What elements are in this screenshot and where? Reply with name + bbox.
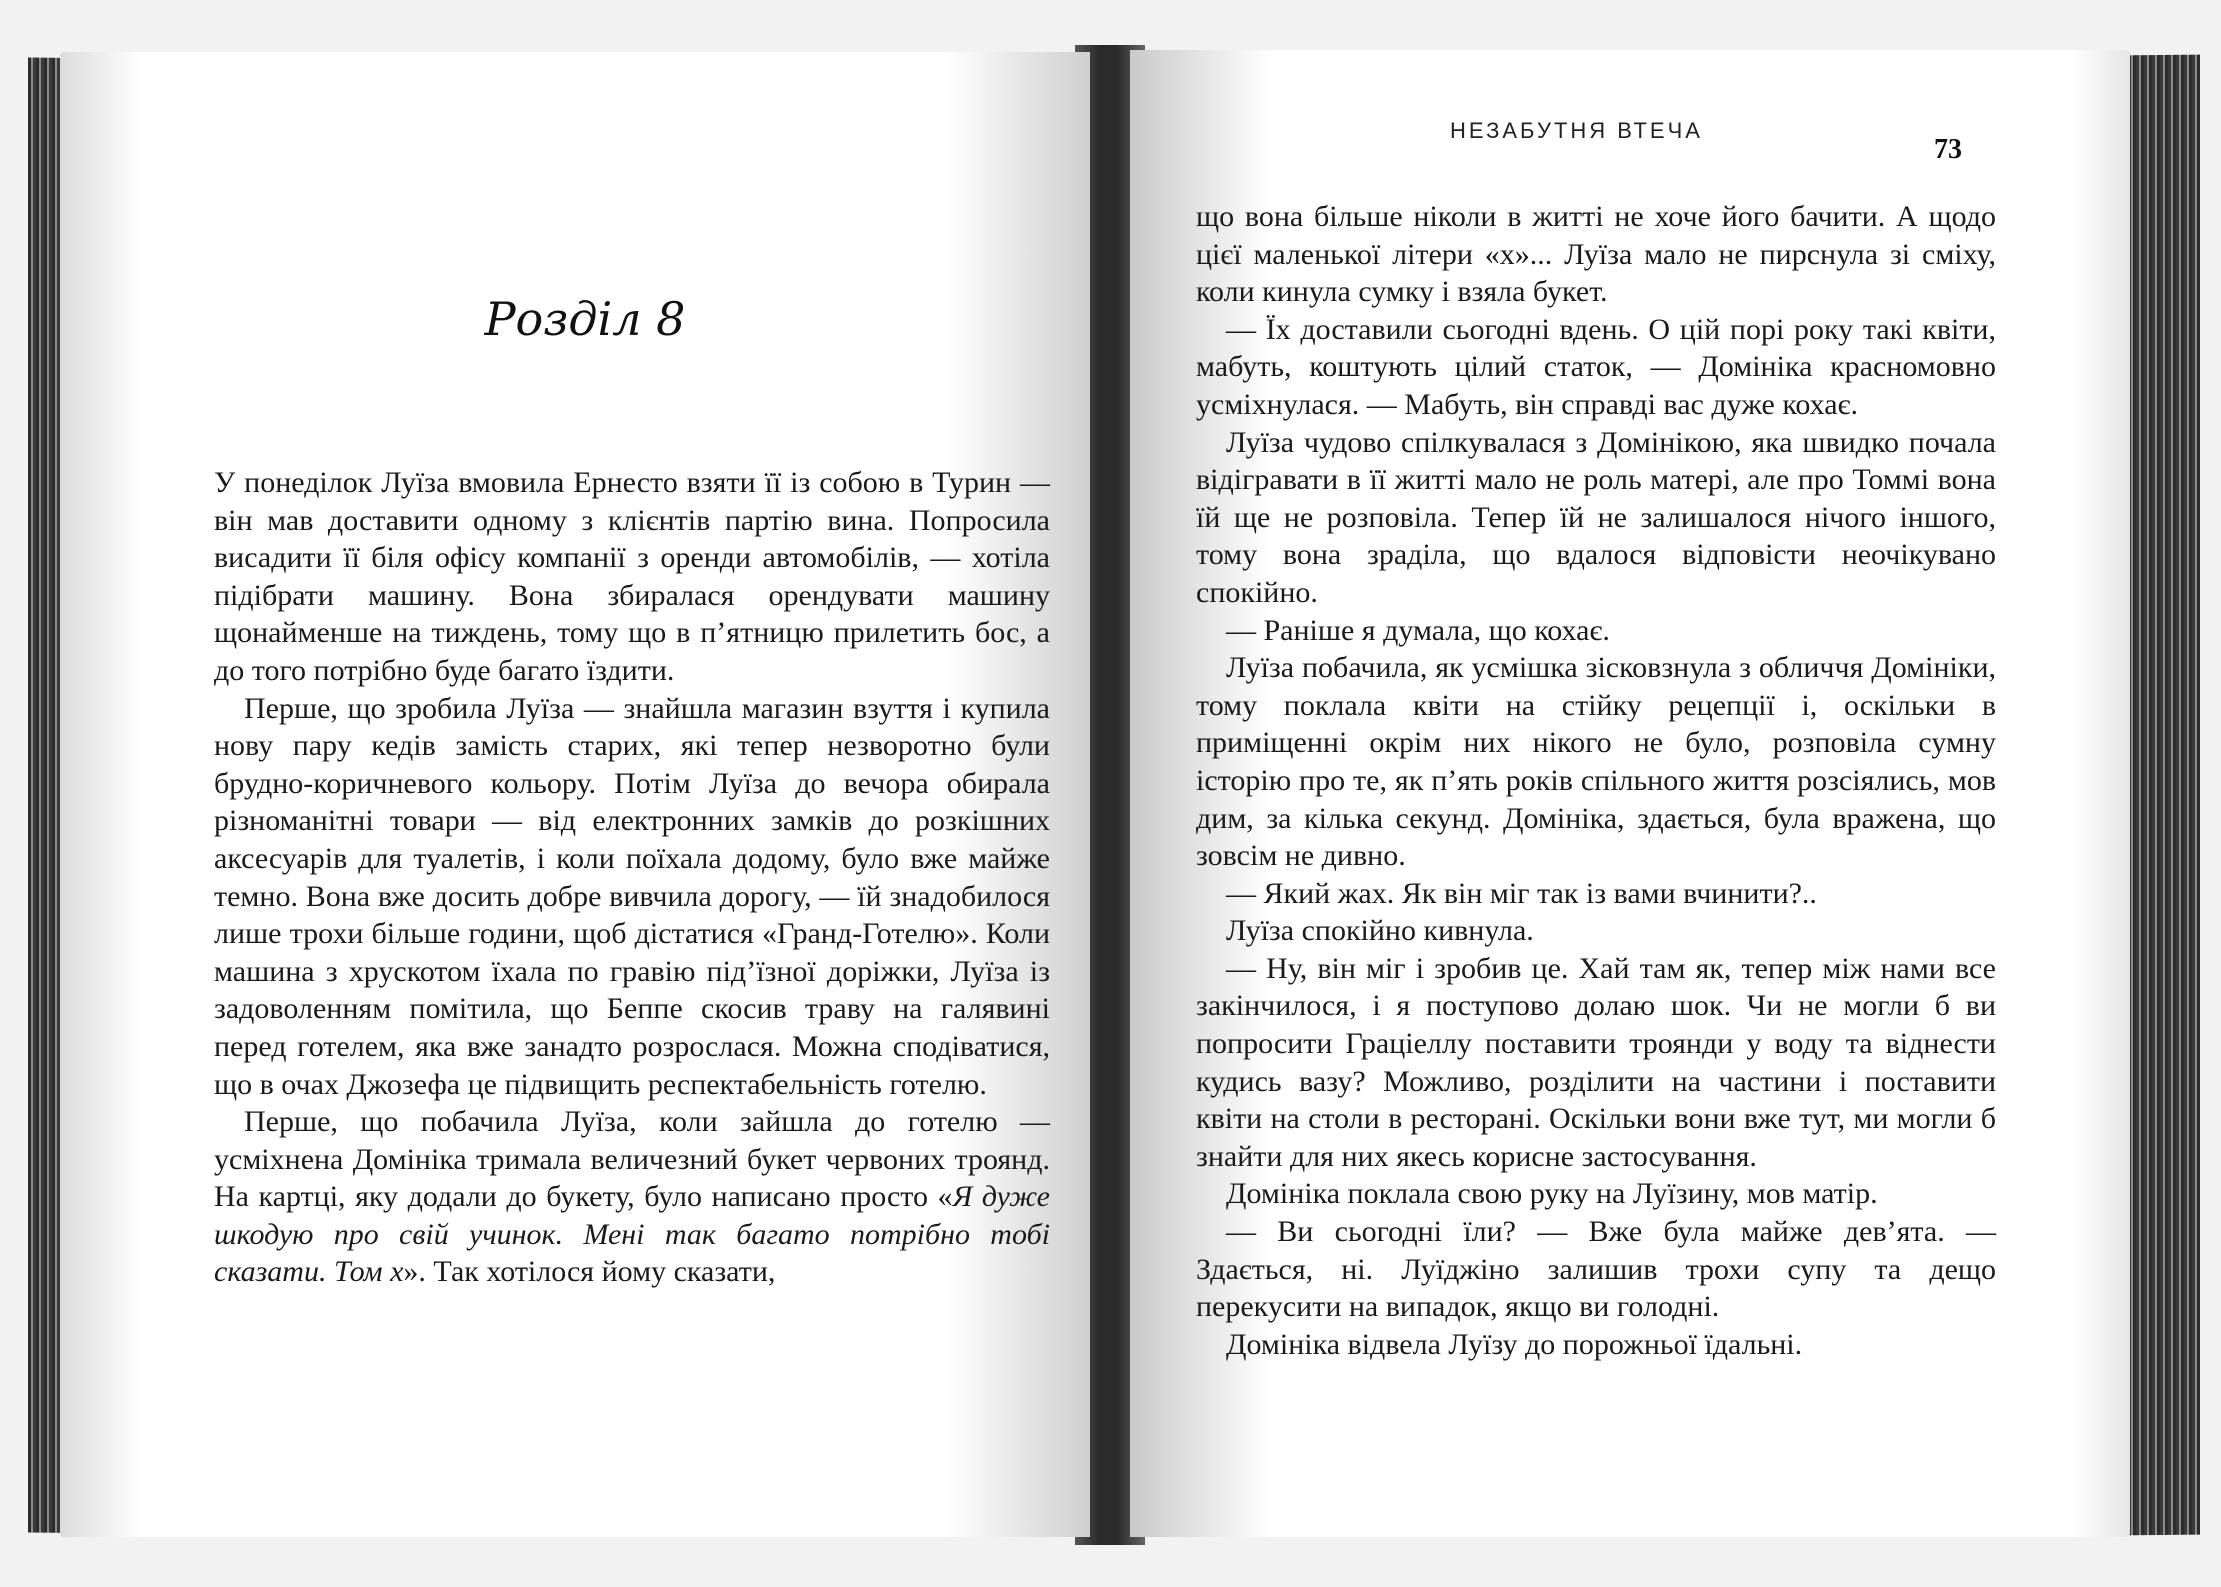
right-page-text <box>1196 198 1996 1363</box>
paragraph: — Їх доставили сьогодні вдень. О цій порі року такі квіти, мабуть, коштують цілий статок, — Домініка красномовно усміхнулася. — Мабуть, він справді вас дуже кохає. <box>1196 312 1996 421</box>
page-number: 73 <box>1934 134 1962 165</box>
chapter-title: Розділ 8 <box>484 292 686 346</box>
paragraph: Луїза чудово спілкувалася з Домінікою, яка швидко почала відігравати в її житті мало не роль матері, але про Томмі вона їй ще не розповіла. Тепер їй не залишалося нічого іншого, тому вона зраділа, що вдалося відповісти неочікувано спокійно. <box>1196 425 1996 609</box>
left-page-text <box>214 464 1050 1291</box>
paragraph: Домініка поклала свою руку на Луїзину, мов матір. <box>1226 1177 1878 1211</box>
paragraph <box>214 1103 1050 1291</box>
right-page-stack <box>2120 55 2200 1536</box>
paragraph: Домініка відвела Луїзу до порожньої їдальні. <box>1226 1327 1803 1361</box>
paragraph: — Який жах. Як він міг так із вами вчинити?.. <box>1226 876 1817 910</box>
paragraph: Луїза побачила, як усмішка зісковзнула з обличчя Домініки, тому поклала квіти на стійку рецепції і, оскільки в приміщенні окрім них нікого не було, розповіла сумну історію про те, як п’ять років спільного життя розсіялись, мов дим, за кілька секунд. Домініка, здається, була вражена, що зовсім не дивно. <box>1196 651 1996 873</box>
left-page <box>60 52 1090 1537</box>
paragraph: У понеділок Луїза вмовила Ернесто взяти її із собою в Турин — він мав доставити одному з клієнтів партію вина. Попросила висадити її біля офісу компанії з оренди автомобілів, — хотіла підібрати машину. Вона збиралася орендувати машину щонайменше на тиждень, тому що в п’ятницю прилетить бос, а до того потрібно буде багато їздити. <box>214 466 1050 687</box>
paragraph: Перше, що зробила Луїза — знайшла магазин взуття і купила нову пару кедів замість старих, які тепер незворотно були брудно-коричневого кольору. Потім Луїза до вечора обирала різноманітні товари — від електронних замків до розкішних аксесуарів для туалетів, і коли поїхала додому, було вже майже темно. Вона вже досить добре вивчила дорогу, — їй знадобилося лише трохи більше години, щоб дістатися «Гранд-Готелю». Коли машина з хрускотом їхала по гравію під’їзної доріжки, Луїза із задоволенням помітила, що Беппе скосив траву на галявині перед готелем, яка вже занадто розрослася. Можна сподіватися, що в очах Джозефа це підвищить респектабельність готелю. <box>214 691 1050 1101</box>
paragraph: — Ну, він міг і зробив це. Хай там як, тепер між нами все закінчилося, і я поступово долаю шок. Чи не могли б ви попросити Граціеллу поставити троянди у воду та віднести кудись вазу? Можливо, розділити на частини і поставити квіти на столи в ресторані. Оскільки вони вже тут, ми могли б знайти для них якесь корисне застосування. <box>1196 951 1996 1173</box>
paragraph-text: Перше, що побачила Луїза, коли зайшла до готелю — усміхнена Домініка тримала величезний букет червоних троянд. На картці, яку додали до букету, було написано просто « <box>214 1105 1050 1214</box>
running-head: НЕЗАБУТНЯ ВТЕЧА <box>1450 118 1703 143</box>
paragraph: — Раніше я думала, що кохає. <box>1226 613 1610 647</box>
paragraph-text: ». Так хотілося йому сказати, <box>403 1255 776 1289</box>
paragraph: — Ви сьогодні їли? — Вже була майже дев’ята. — Здається, ні. Луїджіно залишив трохи супу та дещо перекусити на випадок, якщо ви голодні. <box>1196 1215 1996 1324</box>
card-quote: Я дуже шкодую про свій учинок. Мені так багато потрібно тобі сказати. Том х <box>214 1180 1050 1289</box>
paragraph: Луїза спокійно кивнула. <box>1226 914 1534 948</box>
right-page <box>1130 50 2130 1537</box>
paragraph: що вона більше ніколи в житті не хоче його бачити. А щодо цієї маленької літери «х»... Луїза мало не пирснула зі сміху, коли кинула сумку і взяла букет. <box>1196 200 1996 309</box>
